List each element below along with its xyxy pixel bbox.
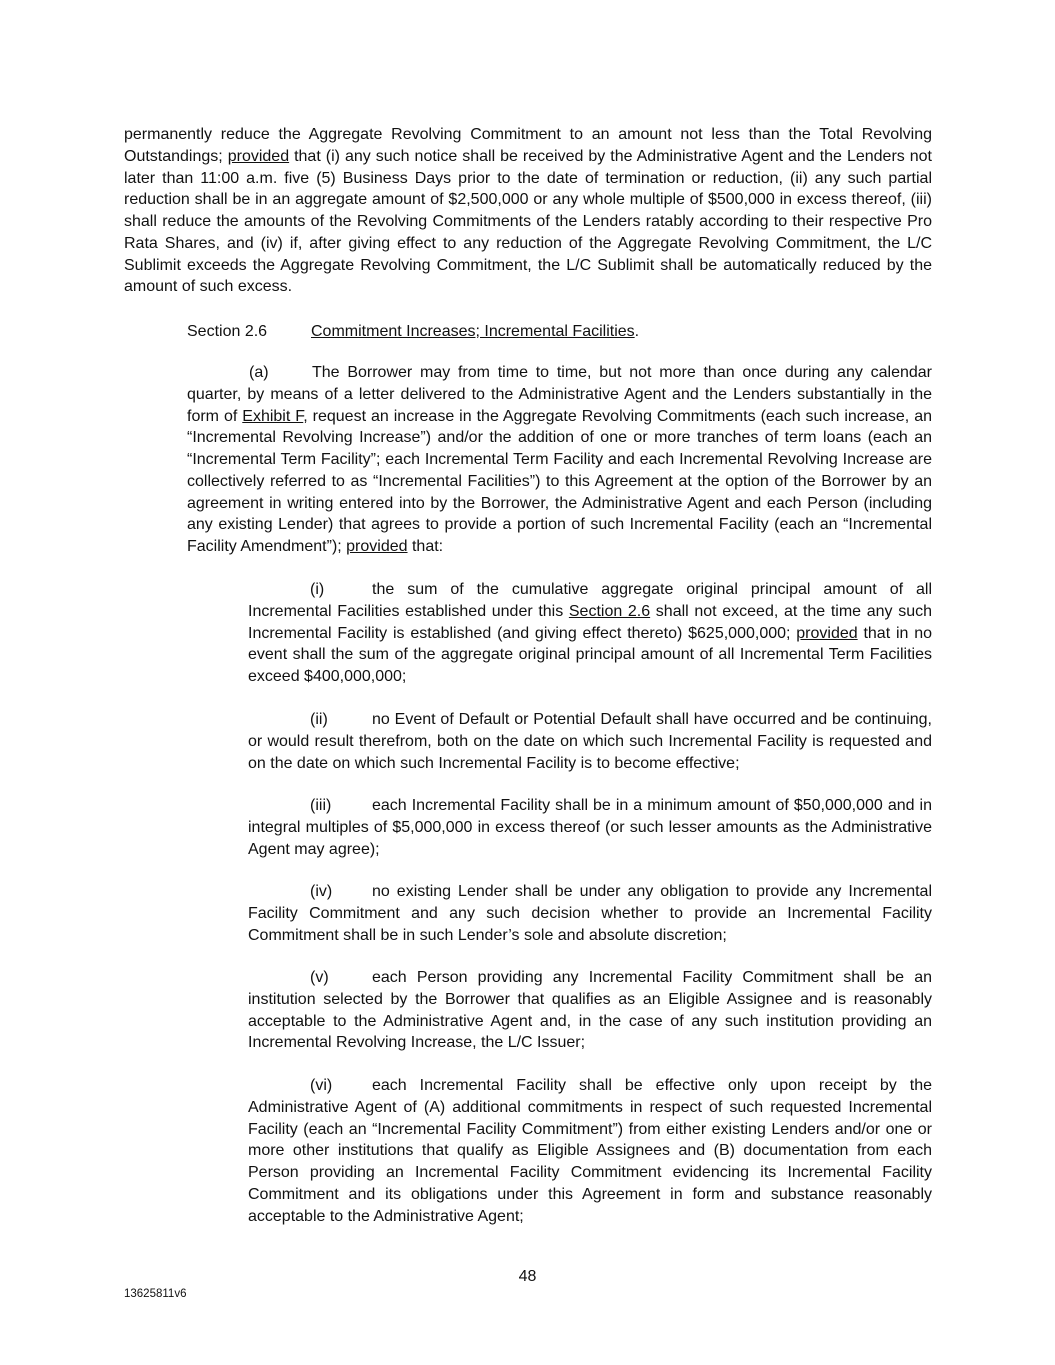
- clause-label: (iv): [310, 883, 333, 900]
- clause-ii: [248, 709, 932, 774]
- clause-text: each Incremental Facility shall be effective only upon receipt by the Administrative Agent of (A) additional commitments in respect of such requested Incremental Facility (each an “Incremental Facility Commitment”) from either existing Lenders and/or one or more other institutions that qualify as Eligible Assignees and (B) documentation from each Person providing an Incremental Facility Commitment evidencing its Incremental Facility Commitment and its obligations under this Agreement in form and substance reasonably acceptable to the Administrative Agent;: [248, 1077, 932, 1225]
- clause-text: no existing Lender shall be under any obligation to provide any Incremental Facility Commitment and any such decision whether to provide an Incremental Facility Commitment shall be in such Lender’s sole and absolute discretion;: [248, 883, 932, 944]
- clause-text: the sum of the cumulative aggregate original principal amount of all Incremental Facilities established under this: [248, 581, 932, 620]
- clause-iii: [248, 795, 932, 860]
- paragraph-a-text-3: that:: [407, 538, 444, 555]
- paragraph-a-label: (a): [249, 364, 269, 381]
- provided-term: provided: [796, 624, 858, 642]
- paragraph-a: [187, 362, 932, 558]
- section-title: Commitment Increases; Incremental Facilities: [311, 323, 635, 340]
- clause-label: (ii): [310, 711, 328, 728]
- paragraph-a-text-2: , request an increase in the Aggregate Revolving Commitments (each such increase, an “Incremental Revolving Increase”) and/or the addition of one or more tranches of term loans (each an “Incremental Term Facility”; each Incremental Term Facility and each Incremental Revolving Increase are collectively referred to as “Incremental Facilities”) to this Agreement at the option of the Borrower by an agreement in writing entered into by the Borrower, the Administrative Agent and each Person (including any existing Lender) that agrees to provide a portion of such Incremental Facility (each an “Incremental Facility Amendment”);: [187, 407, 932, 555]
- page-number: 48: [518, 1268, 537, 1285]
- clause-text: shall not exceed, at the time any such Incremental Facility is established (and giving effect thereto) $625,000,000;: [248, 602, 932, 642]
- paragraph-a-text-1: The Borrower may from time to time, but not more than once during any calendar quarter, by means of a letter delivered to the Administrative Agent and the Lenders substantially in the form of: [187, 364, 932, 425]
- document-id: 13625811v6: [124, 1288, 187, 1300]
- clause-label: (iii): [310, 797, 332, 814]
- clause-label: (v): [310, 969, 329, 986]
- intro-text-1: permanently reduce the Aggregate Revolving Commitment to an amount not less than the Total Revolving Outstandings;: [124, 126, 932, 165]
- clause-text: each Incremental Facility shall be in a minimum amount of $50,000,000 and in integral multiples of $5,000,000 in excess thereof (or such lesser amounts as the Administrative Agent may agree);: [248, 797, 932, 858]
- clause-v: [248, 967, 932, 1054]
- clause-label: (vi): [310, 1077, 333, 1094]
- clause-text: that in no event shall the sum of the aggregate original principal amount of all Incremental Term Facilities exceed $400,000,000;: [248, 624, 932, 685]
- clause-i: [248, 579, 932, 688]
- clause-vi: [248, 1075, 932, 1227]
- clause-iv: [248, 881, 932, 946]
- clause-text: no Event of Default or Potential Default shall have occurred and be continuing, or would result therefrom, both on the date on which such Incremental Facility is requested and on the date on which such Incremental Facility is to become effective;: [248, 711, 932, 772]
- clause-label: (i): [310, 581, 325, 598]
- provided-term: provided: [346, 538, 408, 555]
- intro-text-2: that (i) any such notice shall be received by the Administrative Agent and the Lenders not later than 11:00 a.m. five (5) Business Days prior to the date of termination or reduction, (ii) any such partial reduction shall be in an aggregate amount of $2,500,000 or any whole multiple of $500,000 in excess thereof, (iii) shall reduce the amounts of the Revolving Commitments of the Lenders ratably according to their respective Pro Rata Shares, and (iv) if, after giving effect to any reduction of the Aggregate Revolving Commitment, the L/C Sublimit exceeds the Aggregate Revolving Commitment, the L/C Sublimit shall be automatically reduced by the amount of such excess.: [124, 147, 932, 296]
- section-number: Section 2.6: [187, 323, 268, 340]
- section-reference: Section 2.6: [568, 602, 651, 620]
- exhibit-f-reference: Exhibit F: [242, 407, 304, 425]
- provided-term: provided: [227, 147, 290, 165]
- section-heading: [187, 321, 932, 343]
- clause-text: each Person providing any Incremental Facility Commitment shall be an institution selected by the Borrower that qualifies as an Eligible Assignee and is reasonably acceptable to the Administrative Agent and, in the case of any such institution providing an Incremental Revolving Increase, the L/C Issuer;: [248, 969, 932, 1052]
- intro-paragraph: [124, 124, 932, 298]
- section-title-period: .: [634, 323, 640, 340]
